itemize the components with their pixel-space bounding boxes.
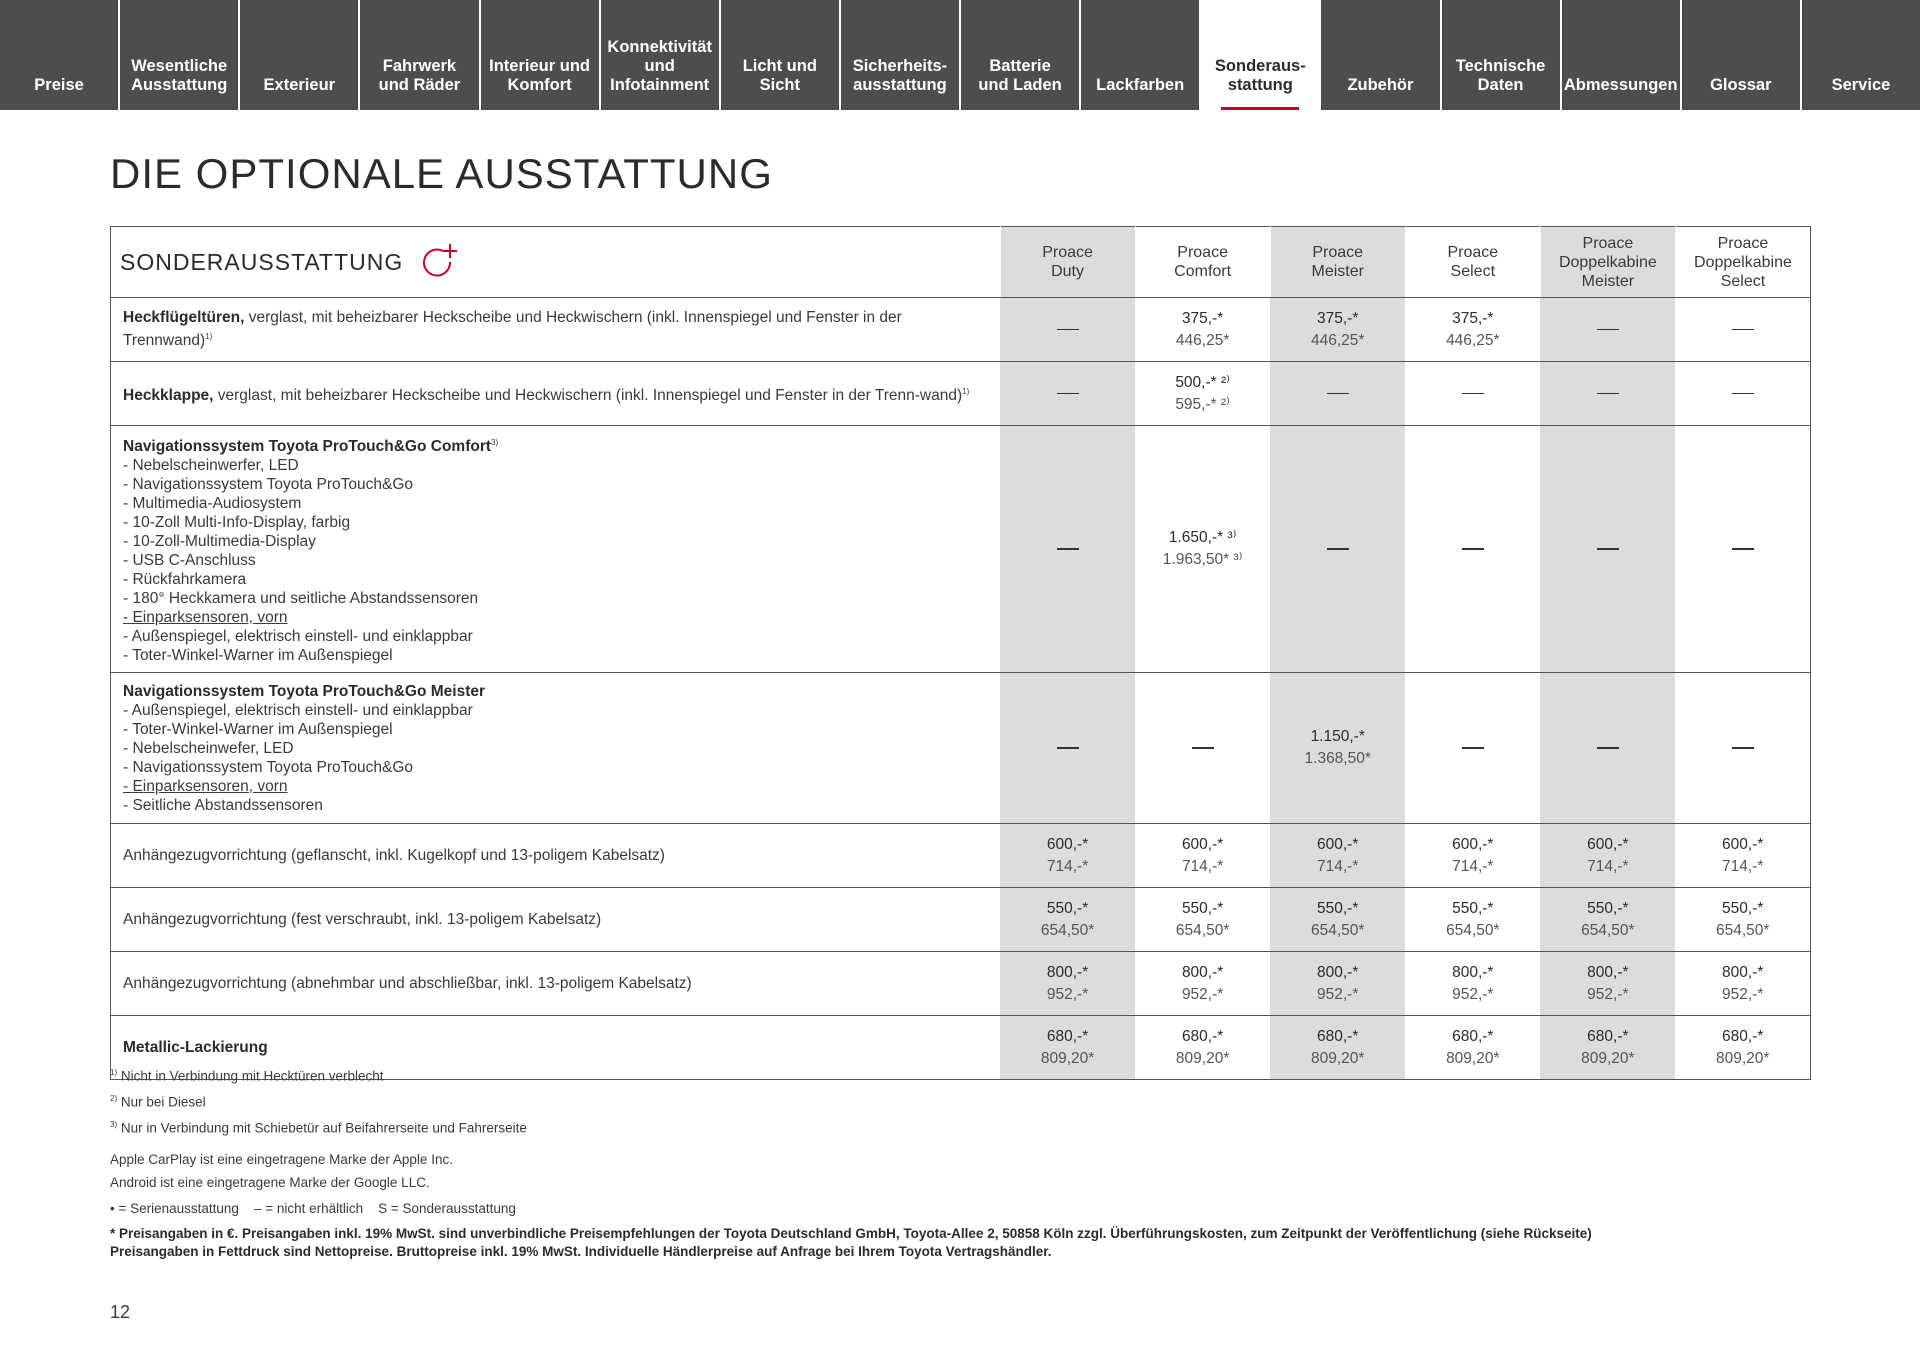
gross-price: 1.368,50* (1304, 750, 1371, 767)
row-text: Anhängezugvorrichtung (fest verschraubt, inkl. 13-poligem Kabelsatz) (123, 911, 602, 928)
not-available-dash (1327, 393, 1349, 395)
gross-price: 714,-* (1181, 857, 1224, 875)
value-cell (1540, 362, 1675, 426)
net-price: 550,-* (1046, 899, 1089, 917)
tab-interieur-und-komfort[interactable]: Interieur und Komfort (481, 0, 599, 110)
circle-plus-icon (419, 242, 459, 282)
value-cell (1135, 426, 1270, 673)
tab-konnektivitaet-und-infotainment[interactable]: Konnektivität und Infotainment (601, 0, 719, 110)
value-cell (1135, 952, 1270, 1016)
gross-price: 952,-* (1181, 985, 1224, 1003)
gross-price: 809,20* (1715, 1049, 1770, 1067)
net-price: 800,-* (1317, 963, 1359, 981)
gross-price: 654,50* (1310, 921, 1365, 939)
value-cell (1270, 298, 1405, 362)
gross-price: 446,25* (1175, 331, 1230, 349)
table-row (111, 426, 1811, 673)
gross-price: 952,-* (1587, 985, 1629, 1003)
feature-item: - Toter-Winkel-Warner im Außenspiegel (123, 647, 393, 665)
row-title: Navigationssystem Toyota ProTouch&Go Meister (123, 682, 486, 700)
value-cell (1675, 952, 1810, 1016)
value-cell (1540, 824, 1675, 888)
gross-price: 654,50* (1715, 921, 1770, 939)
not-available-dash (1462, 393, 1484, 395)
tab-batterie-und-laden[interactable]: Batterie und Laden (961, 0, 1079, 110)
tab-glossar[interactable]: Glossar (1682, 0, 1800, 110)
tab-preise[interactable]: Preise (0, 0, 118, 110)
symbol-legend: • = Serienausstattung – = nicht erhältlich S = Sonderausstattung (110, 1201, 516, 1216)
net-price: 1.150,-* (1310, 728, 1365, 745)
feature-item-link[interactable]: - Einparksensoren, vorn (123, 609, 288, 627)
footnote-2: $^{2)}$ Nur bei Diesel (110, 1094, 206, 1110)
row-description (111, 298, 1001, 362)
gross-price: 654,50* (1175, 921, 1230, 939)
net-price: 680,-* (1587, 1027, 1629, 1045)
net-price: 600,-* (1046, 835, 1089, 853)
value-cell (1675, 888, 1810, 952)
row-description (111, 888, 1001, 952)
value-cell (1270, 952, 1405, 1016)
gross-price: 714,-* (1452, 857, 1494, 875)
value-cell (1000, 298, 1135, 362)
net-price: 680,-* (1317, 1027, 1359, 1045)
tab-service[interactable]: Service (1802, 0, 1920, 110)
gross-price: 809,20* (1310, 1049, 1365, 1067)
tab-technische-daten[interactable]: Technische Daten (1442, 0, 1560, 110)
value-cell (1405, 952, 1540, 1016)
not-available-dash (1462, 747, 1484, 749)
footnote-ref: 1) (205, 332, 213, 342)
row-title: Navigationssystem Toyota ProTouch&Go Comfort (123, 438, 492, 456)
feature-item: - Außenspiegel, elektrisch einstell- und einklappbar (123, 701, 473, 719)
table-row (111, 673, 1811, 824)
value-cell (1270, 888, 1405, 952)
net-price: 600,-* (1722, 835, 1764, 853)
tab-exterieur[interactable]: Exterieur (240, 0, 358, 110)
value-cell (1000, 426, 1135, 673)
row-text: Anhängezugvorrichtung (abnehmbar und abschließbar, inkl. 13-poligem Kabelsatz) (123, 975, 692, 992)
net-price: 600,-* (1587, 835, 1629, 853)
row-description (111, 952, 1001, 1016)
value-cell (1540, 888, 1675, 952)
value-cell (1675, 426, 1810, 673)
not-available-dash (1732, 747, 1754, 749)
net-price: 1.650,-* ³⁾ (1168, 529, 1237, 546)
value-cell (1000, 362, 1135, 426)
row-text: Anhängezugvorrichtung (geflanscht, inkl. Kugelkopf und 13-poligem Kabelsatz) (123, 847, 665, 864)
table-header-row (111, 227, 1811, 298)
row-description (111, 362, 1001, 426)
net-price: 800,-* (1587, 963, 1629, 981)
feature-item: - 10-Zoll-Multimedia-Display (123, 533, 316, 551)
value-cell (1270, 824, 1405, 888)
column-header-proace-comfort: Proace Comfort (1135, 227, 1270, 298)
net-price: 600,-* (1317, 835, 1359, 853)
not-available-dash (1597, 747, 1619, 749)
value-cell (1405, 298, 1540, 362)
not-available-dash (1732, 329, 1754, 331)
value-cell (1405, 888, 1540, 952)
net-price: 375,-* (1317, 309, 1359, 327)
net-price: 550,-* (1587, 899, 1629, 917)
net-price: 600,-* (1452, 835, 1494, 853)
value-cell (1270, 426, 1405, 673)
net-price: 680,-* (1722, 1027, 1764, 1045)
not-available-dash (1462, 548, 1484, 550)
feature-item: - Nebelscheinwerfer, LED (123, 457, 299, 475)
gross-price: 595,-* ²⁾ (1175, 395, 1230, 413)
row-text: verglast, mit beheizbarer Heckscheibe und Heckwischern (inkl. Innenspiegel und Fenster in der Trennwand) (123, 309, 902, 350)
value-cell (1000, 952, 1135, 1016)
not-available-dash (1057, 548, 1079, 550)
net-price: 550,-* (1181, 899, 1224, 917)
column-header-proace-duty: Proace Duty (1000, 227, 1135, 298)
not-available-dash (1597, 393, 1619, 395)
gross-price: 446,25* (1446, 331, 1500, 349)
row-description (111, 673, 1001, 824)
net-price: 800,-* (1046, 963, 1089, 981)
gross-price: 952,-* (1452, 985, 1494, 1003)
not-available-dash (1192, 747, 1214, 749)
net-price: 375,-* (1452, 309, 1494, 327)
value-cell (1135, 362, 1270, 426)
tab-wesentliche-ausstattung[interactable]: Wesentliche Ausstattung (120, 0, 238, 110)
value-cell (1540, 673, 1675, 824)
feature-item: - Toter-Winkel-Warner im Außenspiegel (123, 720, 393, 738)
table-row (111, 888, 1811, 952)
gross-price: 809,20* (1581, 1049, 1635, 1067)
carplay-note: Apple CarPlay ist eine eingetragene Marke der Apple Inc. (110, 1152, 453, 1167)
table-row (111, 824, 1811, 888)
gross-price: 952,-* (1317, 985, 1359, 1003)
feature-item: - Rückfahrkamera (123, 571, 247, 589)
value-cell (1135, 298, 1270, 362)
value-cell (1270, 362, 1405, 426)
net-price: 550,-* (1722, 899, 1764, 917)
table-header-label-cell (111, 227, 1001, 298)
row-description (111, 824, 1001, 888)
android-note: Android ist eine eingetragene Marke der Google LLC. (110, 1174, 430, 1190)
value-cell (1135, 673, 1270, 824)
gross-price: 714,-* (1587, 857, 1629, 875)
table-row (111, 952, 1811, 1016)
net-price: 375,-* (1181, 309, 1224, 327)
value-cell (1405, 673, 1540, 824)
net-price: 680,-* (1046, 1027, 1089, 1045)
gross-price: 809,20* (1175, 1049, 1230, 1067)
footnotes (110, 1062, 1810, 1261)
gross-price: 809,20* (1040, 1049, 1095, 1067)
gross-price: 809,20* (1446, 1049, 1500, 1067)
feature-item-link[interactable]: - Einparksensoren, vorn (123, 777, 288, 795)
feature-item: - 10-Zoll Multi-Info-Display, farbig (123, 514, 351, 532)
net-price: 680,-* (1452, 1027, 1494, 1045)
footnote-1: $^{1)}$ Nicht in Verbindung mit Hecktüren verblecht (110, 1068, 384, 1084)
feature-item: - 180° Heckkamera und seitliche Abstandssensoren (123, 590, 479, 608)
top-navigation (0, 0, 1920, 110)
net-price: 550,-* (1452, 899, 1494, 917)
value-cell (1540, 426, 1675, 673)
feature-item: - Außenspiegel, elektrisch einstell- und einklappbar (123, 628, 473, 646)
tab-fahrwerk-und-raeder[interactable]: Fahrwerk und Räder (360, 0, 478, 110)
gross-price: 714,-* (1046, 857, 1089, 875)
feature-item: - Seitliche Abstandssensoren (123, 796, 323, 814)
value-cell (1675, 824, 1810, 888)
gross-price: 714,-* (1722, 857, 1764, 875)
tab-sicherheitsausstattung[interactable]: Sicherheits- ausstattung (841, 0, 959, 110)
page-title: DIE OPTIONALE AUSSTATTUNG (110, 150, 773, 197)
tab-licht-und-sicht[interactable]: Licht und Sicht (721, 0, 839, 110)
not-available-dash (1732, 548, 1754, 550)
net-price: 550,-* (1317, 899, 1359, 917)
footnote-ref: 3) (491, 437, 499, 447)
gross-price: 714,-* (1317, 857, 1359, 875)
net-price: 800,-* (1722, 963, 1764, 981)
page-number: 12 (110, 1302, 131, 1322)
not-available-dash (1732, 393, 1754, 395)
gross-price: 446,25* (1310, 331, 1365, 349)
net-price: 680,-* (1181, 1027, 1224, 1045)
tab-sonderausstattung[interactable]: Sonderaus- stattung (1201, 0, 1319, 110)
value-cell (1270, 673, 1405, 824)
not-available-dash (1327, 548, 1349, 550)
footnote-ref: 1) (962, 386, 970, 396)
column-header-proace-meister: Proace Meister (1270, 227, 1405, 298)
value-cell (1000, 888, 1135, 952)
feature-item: - Navigationssystem Toyota ProTouch&Go (123, 476, 414, 494)
value-cell (1135, 888, 1270, 952)
value-cell (1675, 673, 1810, 824)
net-price: 600,-* (1181, 835, 1224, 853)
table-row (111, 298, 1811, 362)
feature-item: - USB C-Anschluss (123, 552, 256, 570)
not-available-dash (1057, 393, 1079, 395)
tab-zubehoer[interactable]: Zubehör (1321, 0, 1439, 110)
value-cell (1405, 824, 1540, 888)
value-cell (1000, 673, 1135, 824)
row-title: Heckflügeltüren, (123, 309, 245, 327)
row-description (111, 426, 1001, 673)
gross-price: 654,50* (1040, 921, 1095, 939)
column-header-proace-doppelkabine-meister: Proace Doppelkabine Meister (1540, 227, 1675, 298)
value-cell (1000, 824, 1135, 888)
gross-price: 654,50* (1446, 921, 1500, 939)
gross-price: 952,-* (1722, 985, 1764, 1003)
feature-item: - Multimedia-Audiosystem (123, 495, 302, 513)
table-header-label: SONDERAUSSTATTUNG (120, 248, 404, 275)
feature-item: - Navigationssystem Toyota ProTouch&Go (123, 758, 414, 776)
feature-item: - Nebelscheinwefer, LED (123, 739, 294, 757)
tab-lackfarben[interactable]: Lackfarben (1081, 0, 1199, 110)
column-header-proace-doppelkabine-select: Proace Doppelkabine Select (1675, 227, 1810, 298)
value-cell (1540, 298, 1675, 362)
row-text: verglast, mit beheizbarer Heckscheibe und Heckwischern (inkl. Innenspiegel und Fenster in der Trenn-wand) (213, 387, 963, 405)
not-available-dash (1597, 548, 1619, 550)
price-note: * Preisangaben in €. Preisangaben inkl. 19% MwSt. sind unverbindliche Preisempfehlungen der Toyota Deutschland GmbH, Toyota-Allee 2, 50858 Köln zzgl. Überführungskosten, zum Zeitpunkt der Veröffentlichung (siehe Rückseite) Preisangaben in Fettdruck sind Nettopreise. Bruttopreise inkl. 19% MwSt. Individuelle Händlerpreise auf Anfrage bei Ihrem Toyota Vertragshändler. (110, 1225, 1592, 1259)
gross-price: 654,50* (1581, 921, 1635, 939)
tab-abmessungen[interactable]: Abmessungen (1562, 0, 1680, 110)
not-available-dash (1597, 329, 1619, 331)
options-table (110, 226, 1811, 1080)
row-title: Heckklappe, (123, 387, 214, 405)
value-cell (1135, 824, 1270, 888)
footnote-3: $^{3)}$ Nur in Verbindung mit Schiebetür auf Beifahrerseite und Fahrerseite (110, 1120, 527, 1136)
value-cell (1405, 362, 1540, 426)
column-header-proace-select: Proace Select (1405, 227, 1540, 298)
gross-price: 952,-* (1046, 985, 1089, 1003)
table-row (111, 362, 1811, 426)
value-cell (1540, 952, 1675, 1016)
gross-price: 1.963,50* ³⁾ (1162, 551, 1243, 568)
not-available-dash (1057, 747, 1079, 749)
net-price: 800,-* (1452, 963, 1494, 981)
row-title: Metallic-Lackierung (123, 1039, 268, 1056)
value-cell (1675, 362, 1810, 426)
value-cell (1675, 298, 1810, 362)
value-cell (1405, 426, 1540, 673)
net-price: 800,-* (1181, 963, 1224, 981)
not-available-dash (1057, 329, 1079, 331)
net-price: 500,-* ²⁾ (1175, 373, 1230, 391)
